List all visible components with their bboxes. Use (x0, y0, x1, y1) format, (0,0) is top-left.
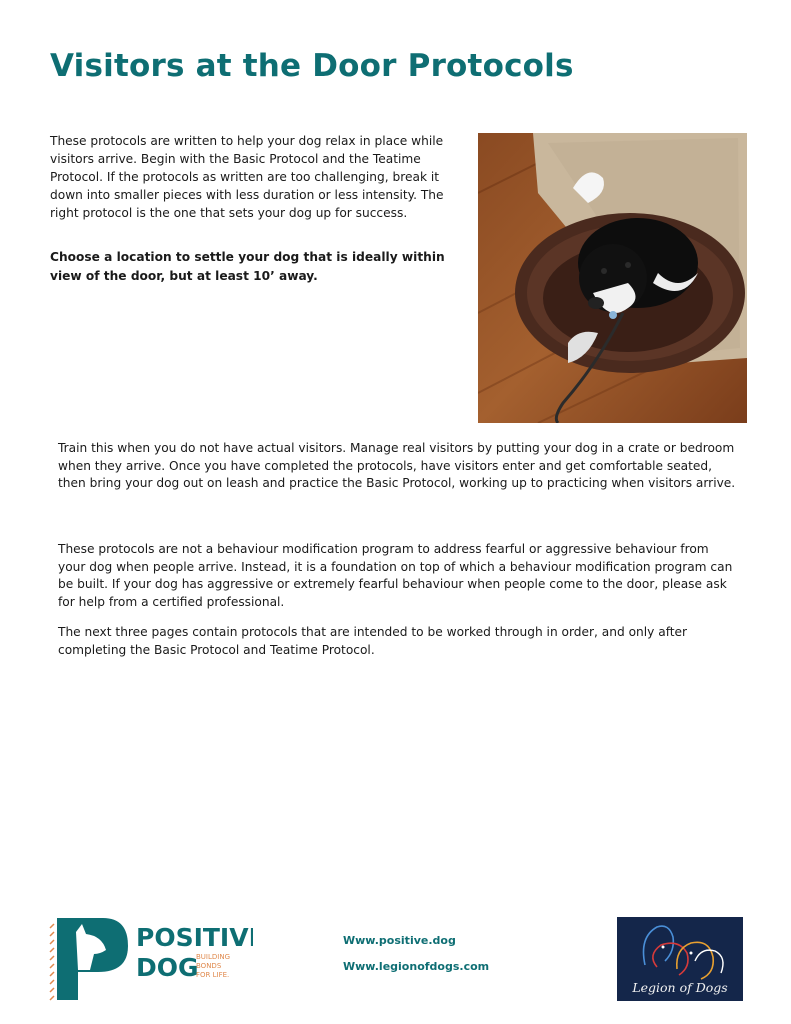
intro-paragraph: These protocols are written to help your dog relax in place while visitors arrive. Begin with the Basic Protocol and the Teatime Protocol. If the protocols as written are too challenging, break it down into smaller pieces with less duration or less intensity. The right protocol is the one that sets your dog up for success. (50, 134, 444, 220)
legion-of-dogs-text: Legion of Dogs (632, 980, 728, 995)
dog-in-bed-photo (478, 133, 747, 423)
logo-positive-text: POSITIVE (136, 923, 253, 952)
tagline-building: BUILDING (196, 953, 231, 961)
legion-of-dogs-link[interactable]: Www.legionofdogs.com (343, 960, 490, 973)
page-title: Visitors at the Door Protocols (50, 48, 574, 84)
tagline-for-life: FOR LIFE. (196, 971, 230, 979)
location-note: Choose a location to settle your dog that is ideally within view of the door, but at least 10’ away. (50, 250, 445, 283)
positive-dog-logo (48, 914, 253, 1004)
training-paragraph: Train this when you do not have actual visitors. Manage real visitors by putting your dog in a crate or bedroom when they arrive. Once you have completed the protocols, have visitors enter and get comfortable seated, then bring your dog out on leash and practice the Basic Protocol, working up to practicing when visitors arrive. (58, 441, 736, 490)
next-pages-paragraph: The next three pages contain protocols that are intended to be worked through in order, and only after completing the Basic Protocol and Teatime Protocol. (58, 625, 688, 657)
logo-dog-text: DOG (136, 953, 199, 982)
legion-of-dogs-logo (617, 917, 743, 1001)
disclaimer-paragraph: These protocols are not a behaviour modification program to address fearful or aggressive behaviour from your dog when people arrive. Instead, it is a foundation on top of which a behaviour modification program can be built. If your dog has aggressive or extremely fearful behaviour when people come to the door, please ask for help from a certified professional. (58, 542, 733, 609)
tagline-bonds: BONDS (196, 962, 222, 970)
positive-dog-link[interactable]: Www.positive.dog (343, 934, 456, 947)
